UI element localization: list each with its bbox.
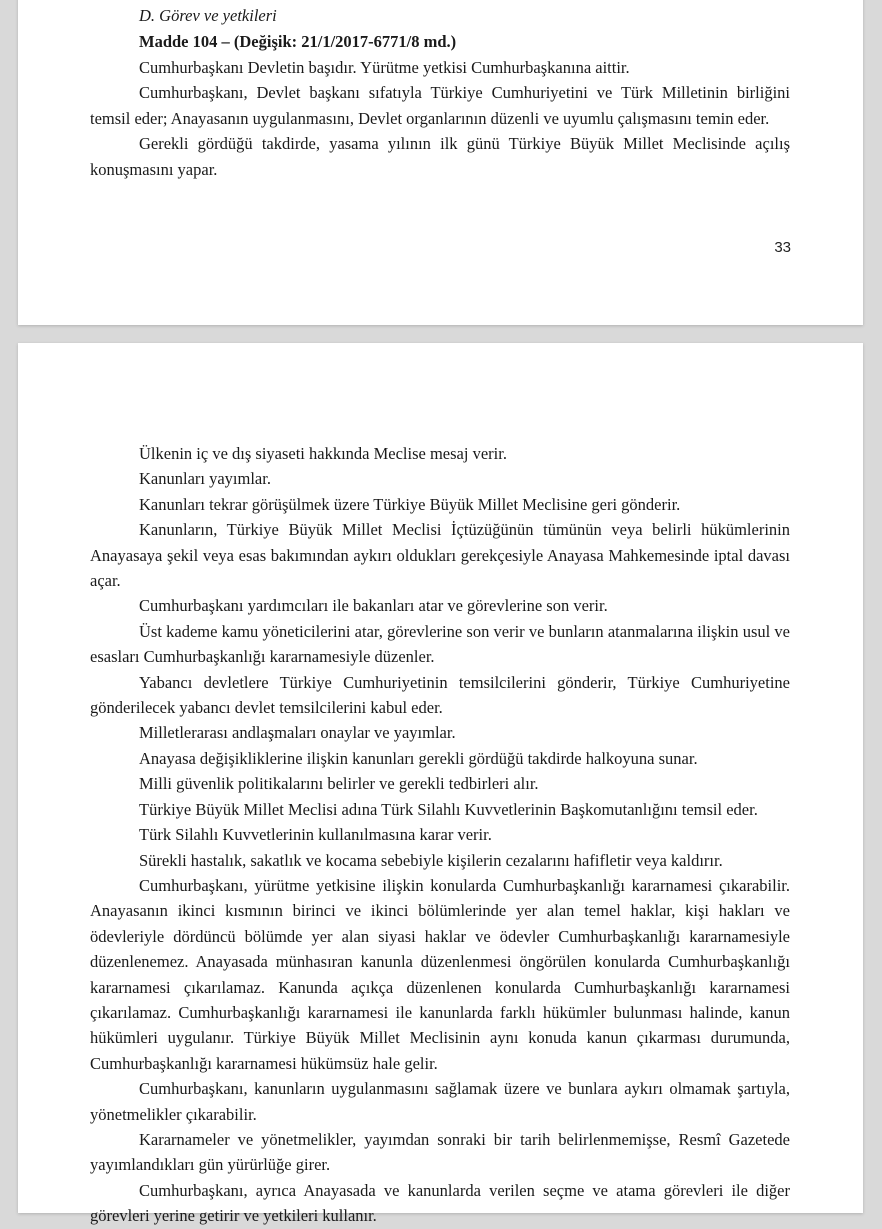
page-number: 33 bbox=[774, 239, 791, 256]
paragraph: Kanunları yayımlar. bbox=[139, 469, 271, 489]
page-content bbox=[90, 4, 790, 182]
paragraph: Milli güvenlik politikalarını belirler ve gerekli tedbirleri alır. bbox=[139, 774, 539, 794]
paragraph: Türk Silahlı Kuvvetlerinin kullanılmasına karar verir. bbox=[139, 825, 492, 845]
paragraph: Ülkenin iç ve dış siyaseti hakkında Meclise mesaj verir. bbox=[139, 444, 507, 463]
document-page-33 bbox=[18, 0, 863, 325]
paragraph: Cumhurbaşkanı, ayrıca Anayasada ve kanunlarda verilen seçme ve atama görevleri ile diğer görevleri yerine getirir ve yetkileri kullanır. bbox=[90, 1180, 790, 1226]
page-content bbox=[90, 441, 790, 1229]
paragraph: Sürekli hastalık, sakatlık ve kocama sebebiyle kişilerin cezalarını hafifletir veya kaldırır. bbox=[139, 850, 723, 870]
paragraph: Cumhurbaşkanı Devletin başıdır. Yürütme yetkisi Cumhurbaşkanına aittir. bbox=[139, 58, 630, 77]
paragraph: Cumhurbaşkanı yardımcıları ile bakanları atar ve görevlerine son verir. bbox=[139, 596, 608, 616]
paragraph: Kararnameler ve yönetmelikler, yayımdan sonraki bir tarih belirlenmemişse, Resmî Gazetede yayımlandıkları gün yürürlüğe girer. bbox=[90, 1129, 790, 1175]
paragraph: Kanunları tekrar görüşülmek üzere Türkiye Büyük Millet Meclisine geri gönderir. bbox=[139, 494, 681, 514]
paragraph: Anayasa değişikliklerine ilişkin kanunları gerekli gördüğü takdirde halkoyuna sunar. bbox=[139, 748, 698, 768]
paragraph: Türkiye Büyük Millet Meclisi adına Türk Silahlı Kuvvetlerinin Başkomutanlığını temsil eder. bbox=[139, 799, 758, 819]
paragraph: Cumhurbaşkanı, kanunların uygulanmasını sağlamak üzere ve bunlara aykırı olmamak şartıyla, yönetmelikler çıkarabilir. bbox=[90, 1079, 790, 1124]
paragraph: Gerekli gördüğü takdirde, yasama yılının ilk günü Türkiye Büyük Millet Meclisinde açılış konuşmasını yapar. bbox=[90, 134, 790, 179]
paragraph: Milletlerarası andlaşmaları onaylar ve yayımlar. bbox=[139, 723, 456, 743]
paragraph: Cumhurbaşkanı, Devlet başkanı sıfatıyla Türkiye Cumhuriyetini ve Türk Milletinin birliğini temsil eder; Anayasanın uygulanmasını, Devlet organlarının düzenli ve uyumlu çalışmasını temin eder. bbox=[90, 83, 790, 128]
paragraph: Cumhurbaşkanı, yürütme yetkisine ilişkin konularda Cumhurbaşkanlığı kararnamesi çıkarabilir. Anayasanın ikinci kısmının birinci ve ikinci bölümlerinde yer alan temel haklar, kişi hakları ve ödevleriyle dördüncü bölümde yer alan siyasi haklar ve ödevler Cumhurbaşkanlığı kararnamesiyle düzenlenemez. Anayasada münhasıran kanunla düzenlenmesi öngörülen konularda Cumhurbaşkanlığı kararnamesi çıkarılamaz. Kanunda açıkça düzenlenen konularda Cumhurbaşkanlığı kararnamesi çıkarılamaz. Cumhurbaşkanlığı kararnamesi ile kanunlarda farklı hükümler bulunması halinde, kanun hükümleri uygulanır. Türkiye Büyük Millet Meclisinin aynı konuda kanun çıkarması durumunda, Cumhurbaşkanlığı kararnamesi hükümsüz hale gelir. bbox=[90, 875, 790, 1073]
document-page-34 bbox=[18, 343, 863, 1226]
paragraph: Yabancı devletlere Türkiye Cumhuriyetinin temsilcilerini gönderir, Türkiye Cumhuriyetine gönderilecek yabancı devlet temsilcilerini kabul eder. bbox=[90, 672, 790, 718]
paragraph: Üst kademe kamu yöneticilerini atar, görevlerine son verir ve bunların atanmalarına ilişkin usul ve esasları Cumhurbaşkanlığı kararnamesiyle düzenler. bbox=[90, 621, 790, 667]
section-title: D. Görev ve yetkileri bbox=[139, 6, 277, 25]
paragraph: Kanunların, Türkiye Büyük Millet Meclisi İçtüzüğünün tümünün veya belirli hükümlerinin Anayasaya şekil veya esas bakımından aykırı oldukları gerekçesiyle Anayasa Mahkemesinde iptal davası açar. bbox=[90, 520, 790, 591]
article-heading: Madde 104 – (Değişik: 21/1/2017-6771/8 md.) bbox=[139, 32, 457, 51]
